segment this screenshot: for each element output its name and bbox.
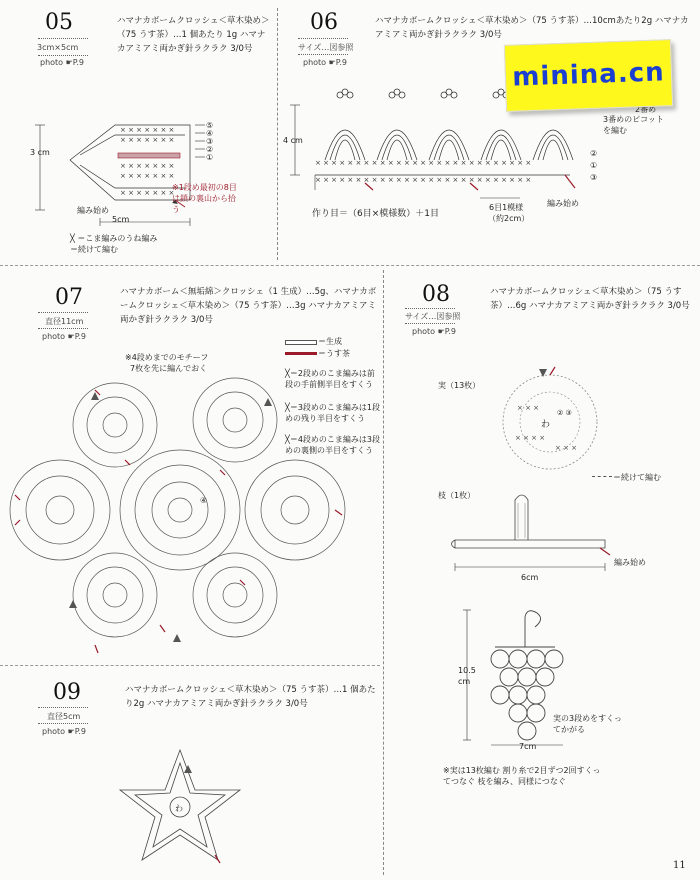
pattern-07-note-2: ╳＝3段めのこま編みは1段めの残り半目をすくう — [285, 403, 380, 423]
pattern-08-stem-start: 編み始め — [614, 558, 646, 567]
dotted-rule — [298, 38, 348, 39]
dotted-rule — [405, 308, 455, 309]
pattern-05-legend-2: ＝続けて編む — [70, 245, 118, 254]
pattern-08-description: ハマナカボームクロッシェ＜草木染め＞（75 うす茶）…6g ハマナカアミアミ両かぎ針ラクラク 3/0号 — [490, 287, 690, 311]
pattern-06-description: ハマナカボームクロッシェ＜草木染め＞（75 うす茶）…10cmあたり2g ハマナカアミアミ両かぎ針ラクラク 3/0号 — [375, 16, 689, 40]
pattern-08-size: サイズ…図参照 — [405, 312, 461, 321]
pattern-06-number: 06 — [310, 10, 338, 35]
divider-07-08 — [383, 270, 384, 875]
pattern-07-motif-note-1: ※4段めまでのモチーフ — [125, 353, 209, 362]
pattern-06-dim-height: 4 cm — [283, 136, 303, 145]
pattern-05-number: 05 — [45, 10, 73, 35]
svg-text:× × ×: × × × — [555, 444, 578, 452]
svg-text:× × × × × × ×: × × × × × × × — [120, 136, 175, 144]
pattern-08-photo-ref: photo ☛P.9 — [412, 327, 456, 336]
pattern-06-repeat-label: 6目1模様 — [489, 203, 524, 212]
svg-text:× × × × × × ×: × × × × × × × — [120, 189, 175, 197]
pattern-06-repeat-sub: （約2cm） — [488, 214, 530, 223]
pattern-06-marker-1: ① — [590, 161, 598, 170]
pattern-08-grape-note: 実の3段めをすくってかがる — [553, 714, 622, 734]
svg-text:× × × × × × × × × × × × × × ×: × × × × × × × × × × × × × × × × × × × × × × × × × × × — [315, 159, 532, 167]
pattern-06-formula: 作り目＝（6目×模様数）＋1目 — [312, 209, 439, 219]
pattern-07-legend-brown: ＝うす茶 — [318, 349, 350, 358]
svg-text:× × × ×: × × × × — [515, 434, 546, 442]
pattern-08-bottom-note: ※実は13枚編む 割り糸で2目ずつ2回すくってつなぐ 枝を編み、同様につなぐ — [443, 766, 601, 786]
pattern-08-fruit-chart — [495, 365, 615, 480]
svg-text:わ: わ — [541, 420, 551, 430]
svg-text:わ: わ — [175, 804, 183, 813]
pattern-05-marker-5: ⑤ — [206, 121, 214, 130]
pattern-07-note-1: ╳＝2段めのこま編みは前段の手前側半目をすくう — [285, 369, 375, 389]
dotted-rule — [38, 707, 88, 708]
pattern-08-fruit-label: 実（13枚） — [438, 381, 481, 390]
pattern-06-side-note-1: 2番め — [635, 105, 657, 114]
svg-text:× × × × × × ×: × × × × × × × — [120, 172, 175, 180]
pattern-06-start-label: 編み始め — [547, 199, 579, 208]
pattern-05-description: ハマナカボームクロッシェ＜草木染め＞（75 うす茶）…1 個あたり 1g ハマナカアミアミ両かぎ針ラクラク 3/0号 — [117, 16, 270, 54]
legend-brown-swatch — [285, 352, 317, 355]
pattern-05-marker-4: ④ — [206, 129, 214, 138]
pattern-08-stem-chart — [440, 485, 620, 585]
pattern-08-number: 08 — [422, 282, 450, 307]
svg-text:× × × × × × × × × × × × × × ×: × × × × × × × × × × × × × × × × × × × × × × × × × × × — [315, 176, 532, 184]
divider-05-06 — [277, 8, 278, 260]
pattern-05-size: 3cm×5cm — [37, 43, 79, 52]
svg-text:× × ×: × × × — [517, 404, 540, 412]
svg-text:② ③: ② ③ — [557, 409, 572, 417]
dotted-rule — [405, 323, 455, 324]
pattern-05-legend-1: ╳ ＝こま編みのうね編み — [70, 234, 158, 243]
dotted-rule — [38, 38, 88, 39]
pattern-05-dim-height: 3 cm — [30, 148, 50, 157]
pattern-08-stem-width: 6cm — [521, 573, 539, 582]
dotted-rule — [38, 55, 88, 56]
divider-07-09 — [0, 665, 380, 666]
pattern-09-description: ハマナカボームクロッシェ＜草木染め＞（75 うす茶）…1 個あたり2g ハマナカアミアミ両かぎ針ラクラク 3/0号 — [125, 685, 376, 709]
pattern-07-photo-ref: photo ☛P.9 — [42, 332, 86, 341]
pattern-05-marker-1: ① — [206, 153, 214, 162]
svg-text:× × × × × × ×: × × × × × × × — [120, 162, 175, 170]
watermark — [504, 39, 673, 112]
dotted-rule — [298, 54, 348, 55]
dotted-rule — [38, 312, 88, 313]
pattern-05-marker-2: ② — [206, 145, 214, 154]
pattern-05-marker-3: ③ — [206, 137, 214, 146]
svg-text:× × × × × × ×: × × × × × × × — [120, 126, 175, 134]
dotted-rule — [38, 723, 88, 724]
pattern-07-motif-note-2: 7枚を先に編んでおく — [130, 364, 208, 373]
divider-top — [0, 265, 700, 266]
pattern-07-number: 07 — [55, 285, 83, 310]
pattern-05-start-label: 編み始め — [77, 206, 109, 215]
pattern-06-marker-2: ② — [590, 149, 598, 158]
pattern-08-continue-label: ＝続けて編む — [613, 473, 661, 482]
pattern-05-row-note: ※1段め最初の8目は鎖の裏山から拾う — [172, 183, 237, 214]
pattern-06-side-note-3: を編む — [603, 126, 627, 135]
pattern-06-marker-3: ③ — [590, 173, 598, 182]
pattern-05-photo-ref: photo ☛P.9 — [40, 58, 84, 67]
pattern-07-legend-white: ＝生成 — [318, 337, 342, 346]
svg-text:④: ④ — [200, 496, 208, 505]
pattern-09-chart — [110, 745, 270, 880]
pattern-09-size: 直径5cm — [47, 712, 81, 721]
pattern-08-stem-label: 枝（1枚） — [438, 491, 476, 500]
pattern-08-grape-width: 7cm — [519, 742, 537, 751]
pattern-09-number: 09 — [53, 680, 81, 705]
watermark-text: minina.cn — [511, 57, 666, 93]
pattern-06-size: サイズ…図参照 — [298, 43, 354, 52]
pattern-09-photo-ref: photo ☛P.9 — [42, 727, 86, 736]
pattern-07-description: ハマナカボーム＜無垢綿＞クロッシェ（1 生成）…5g、ハマナカボームクロッシェ＜草木染め＞（75 うす茶）…3g ハマナカアミアミ両かぎ針ラクラク 3/0号 — [120, 287, 377, 325]
pattern-06-photo-ref: photo ☛P.9 — [303, 58, 347, 67]
continue-line-swatch — [592, 476, 612, 477]
pattern-07-size: 直径11cm — [45, 317, 84, 326]
page-number: 11 — [673, 860, 686, 871]
pattern-08-grape-height: 10.5 cm — [458, 666, 476, 686]
pattern-07-chart — [0, 370, 360, 660]
dotted-rule — [38, 328, 88, 329]
pattern-07-note-3: ╳＝4段めのこま編みは3段めの裏側の半目をすくう — [285, 435, 380, 455]
pattern-06-side-note-2: 3番めのピコット — [603, 115, 664, 124]
pattern-05-dim-width: 5cm — [112, 215, 130, 224]
legend-white-swatch — [285, 340, 317, 345]
